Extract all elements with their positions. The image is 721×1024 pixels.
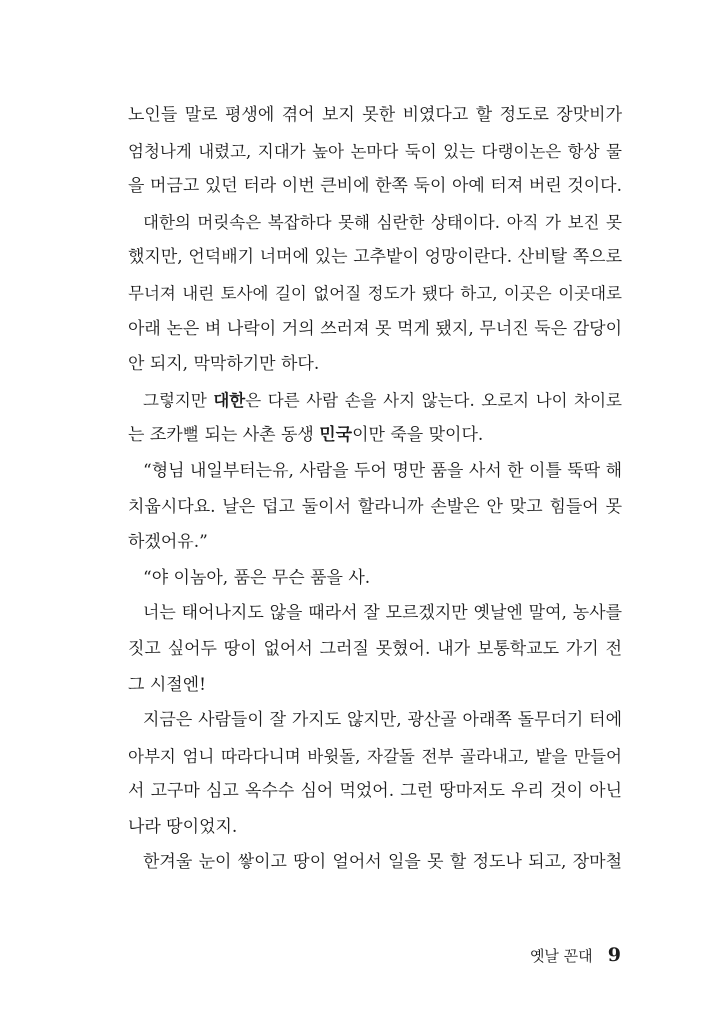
text-line: 너는 태어나지도 않을 때라서 잘 모르겠지만 옛날엔 말여, 농사를 [143,603,622,624]
text-line: 엄청나게 내렸고, 지대가 높아 논마다 둑이 있는 다랭이논은 항상 물 [128,141,622,161]
text-line: 했지만, 언덕배기 너머에 있는 고추밭이 엉망이란다. 산비탈 쪽으로 [128,247,622,268]
text-line: 지금은 사람들이 잘 가지도 않지만, 광산골 아래쪽 돌무더기 터에 [143,710,622,731]
page-number: 9 [607,944,621,966]
text-line: 무너져 내린 토사에 길이 없어질 정도가 됐다 하고, 이곳은 이곳대로 [128,283,622,303]
text-line [128,418,622,454]
character-name-daehan: 대한 [213,390,246,410]
text-line: 하겠어유.” [128,532,208,553]
text-line: 나라 땅이었지. [128,816,238,837]
text-line: 그 시절엔! [128,674,206,695]
text-segment: 는 조카뻘 되는 사촌 동생 [128,425,320,446]
text-line: 한겨울 눈이 쌓이고 땅이 얼어서 일을 못 할 정도나 되고, 장마철 [143,852,622,873]
text-line: 대한의 머릿속은 복잡하다 못해 심란한 상태이다. 아직 가 보진 못 [143,212,622,232]
running-title: 옛날 꼰대 [529,946,593,965]
text-line: 아래 논은 벼 나락이 거의 쓰러져 못 먹게 됐지, 무너진 둑은 감당이 [128,318,622,339]
character-name-minguk: 민국 [319,425,353,446]
page-footer [530,944,621,966]
text-line: 서 고구마 심고 옥수수 심어 먹었어. 그런 땅마저도 우리 것이 아닌 [128,781,622,802]
text-segment: 은 다른 사람 손을 사지 않는다. 오로지 나이 차이로 [245,390,622,410]
text-segment: 이만 죽을 맞이다. [352,425,484,446]
body-text [128,98,622,881]
text-line: 짓고 싶어두 땅이 없어서 그러질 못혔어. 내가 보통학교도 가기 전 [128,638,622,659]
text-line [128,383,622,419]
text-segment: 그렇지만 [143,390,214,410]
text-line: 안 되지, 막막하기만 하다. [128,354,320,375]
text-line: “형님 내일부터는유, 사람을 두어 명만 품을 사서 한 이틀 뚝딱 해 [143,460,622,481]
text-line: 을 머금고 있던 터라 이번 큰비에 한쪽 둑이 아예 터져 버린 것이다. [128,176,622,197]
text-line: 치웁시다요. 날은 덥고 둘이서 할라니까 손발은 안 맞고 힘들어 못 [128,496,622,517]
text-line: “야 이놈아, 품은 무슨 품을 사. [143,567,371,588]
text-line: 노인들 말로 평생에 겪어 보지 못한 비였다고 할 정도로 장맛비가 [128,105,622,125]
text-line: 아부지 엄니 따라다니며 바윗돌, 자갈돌 전부 골라내고, 밭을 만들어 [128,746,622,766]
